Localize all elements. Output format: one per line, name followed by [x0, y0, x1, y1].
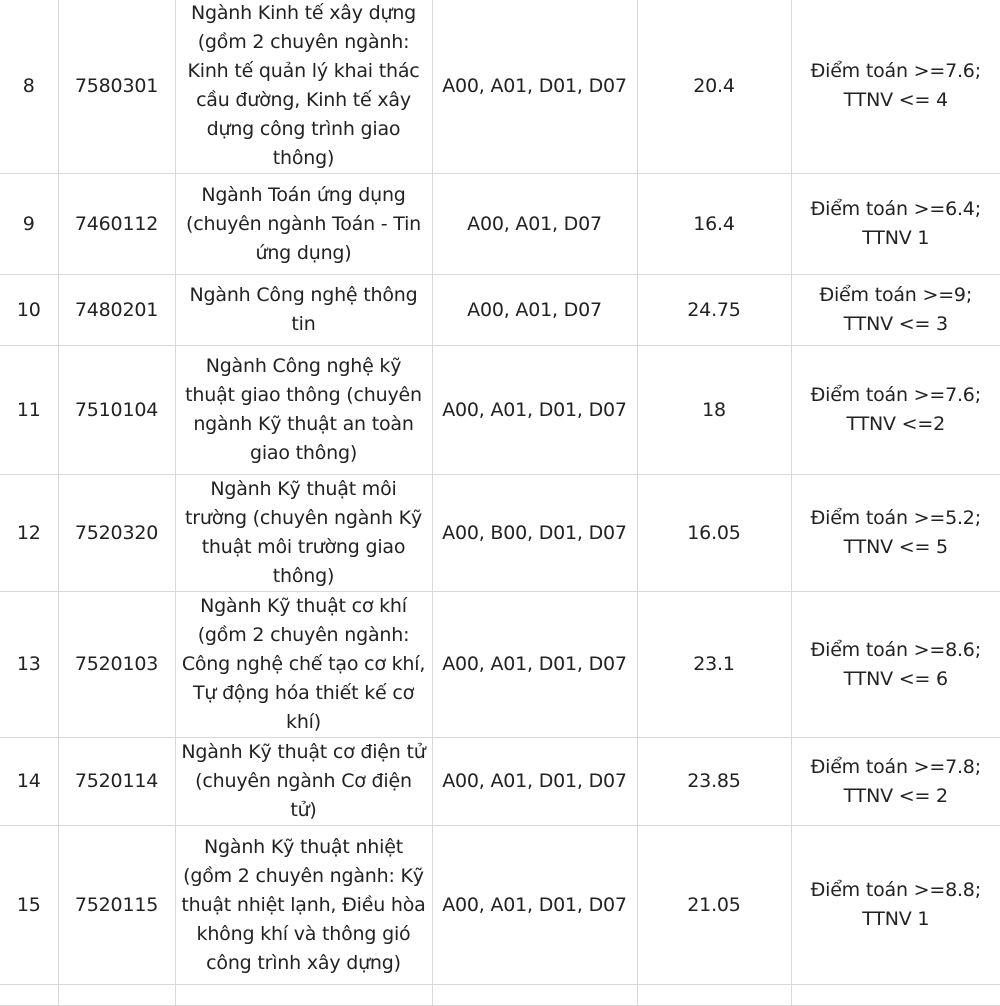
major-code: 7580301	[58, 0, 175, 174]
major-name: Ngành Kỹ thuật cơ khí (gồm 2 chuyên ngành: Công nghệ chế tạo cơ khí, Tự động hóa thiết kế cơ khí)	[175, 592, 432, 738]
subject-blocks: A00, A01, D01, D07	[432, 738, 637, 826]
table-row-partial	[0, 985, 1000, 1006]
subject-blocks: A00, A01, D01, D07	[432, 826, 637, 985]
subject-blocks: A00, A01, D01, D07	[432, 0, 637, 174]
major-code: 7520320	[58, 475, 175, 592]
subject-blocks: A00, A01, D07	[432, 275, 637, 346]
benchmark-score: 18	[637, 346, 791, 475]
subject-blocks: A00, A01, D01, D07	[432, 592, 637, 738]
row-number: 9	[0, 174, 58, 275]
tiebreak-criteria: Điểm toán >=6.4; TTNV 1	[791, 174, 1000, 275]
major-name: Ngành Kỹ thuật môi trường (chuyên ngành Kỹ thuật môi trường giao thông)	[175, 475, 432, 592]
row-number: 12	[0, 475, 58, 592]
benchmark-score: 23.1	[637, 592, 791, 738]
major-name: Ngành Kinh tế xây dựng (gồm 2 chuyên ngành: Kinh tế quản lý khai thác cầu đường, Kinh tế xây dựng công trình giao thông)	[175, 0, 432, 174]
subject-blocks: A00, B00, D01, D07	[432, 475, 637, 592]
major-code: 7480201	[58, 275, 175, 346]
tiebreak-criteria: Điểm toán >=5.2; TTNV <= 5	[791, 475, 1000, 592]
table-row	[0, 738, 1000, 826]
tiebreak-criteria: Điểm toán >=8.8; TTNV 1	[791, 826, 1000, 985]
benchmark-score: 21.05	[637, 826, 791, 985]
major-code: 7460112	[58, 174, 175, 275]
subject-blocks: A00, A01, D07	[432, 174, 637, 275]
major-code: 7520103	[58, 592, 175, 738]
table-row	[0, 174, 1000, 275]
major-code: 7520114	[58, 738, 175, 826]
table-row	[0, 475, 1000, 592]
table-row	[0, 826, 1000, 985]
tiebreak-criteria: Điểm toán >=9; TTNV <= 3	[791, 275, 1000, 346]
benchmark-score: 20.4	[637, 0, 791, 174]
tiebreak-criteria: Điểm toán >=7.6; TTNV <= 4	[791, 0, 1000, 174]
major-name: Ngành Kỹ thuật cơ điện tử (chuyên ngành Cơ điện tử)	[175, 738, 432, 826]
benchmark-score: 23.85	[637, 738, 791, 826]
row-number: 11	[0, 346, 58, 475]
major-name: Ngành Kỹ thuật nhiệt (gồm 2 chuyên ngành: Kỹ thuật nhiệt lạnh, Điều hòa không khí và thông gió công trình xây dựng)	[175, 826, 432, 985]
major-code: 7520115	[58, 826, 175, 985]
row-number: 8	[0, 0, 58, 174]
table-row	[0, 275, 1000, 346]
benchmark-score: 16.4	[637, 174, 791, 275]
row-number: 10	[0, 275, 58, 346]
major-name: Ngành Công nghệ kỹ thuật giao thông (chuyên ngành Kỹ thuật an toàn giao thông)	[175, 346, 432, 475]
table-row	[0, 346, 1000, 475]
benchmark-score: 16.05	[637, 475, 791, 592]
tiebreak-criteria: Điểm toán >=7.8; TTNV <= 2	[791, 738, 1000, 826]
table-row	[0, 0, 1000, 174]
row-number: 13	[0, 592, 58, 738]
major-code: 7510104	[58, 346, 175, 475]
table-row	[0, 592, 1000, 738]
tiebreak-criteria: Điểm toán >=8.6; TTNV <= 6	[791, 592, 1000, 738]
tiebreak-criteria: Điểm toán >=7.6; TTNV <=2	[791, 346, 1000, 475]
subject-blocks: A00, A01, D01, D07	[432, 346, 637, 475]
row-number: 15	[0, 826, 58, 985]
major-name: Ngành Công nghệ thông tin	[175, 275, 432, 346]
row-number: 14	[0, 738, 58, 826]
major-name: Ngành Toán ứng dụng (chuyên ngành Toán - Tin ứng dụng)	[175, 174, 432, 275]
benchmark-score: 24.75	[637, 275, 791, 346]
